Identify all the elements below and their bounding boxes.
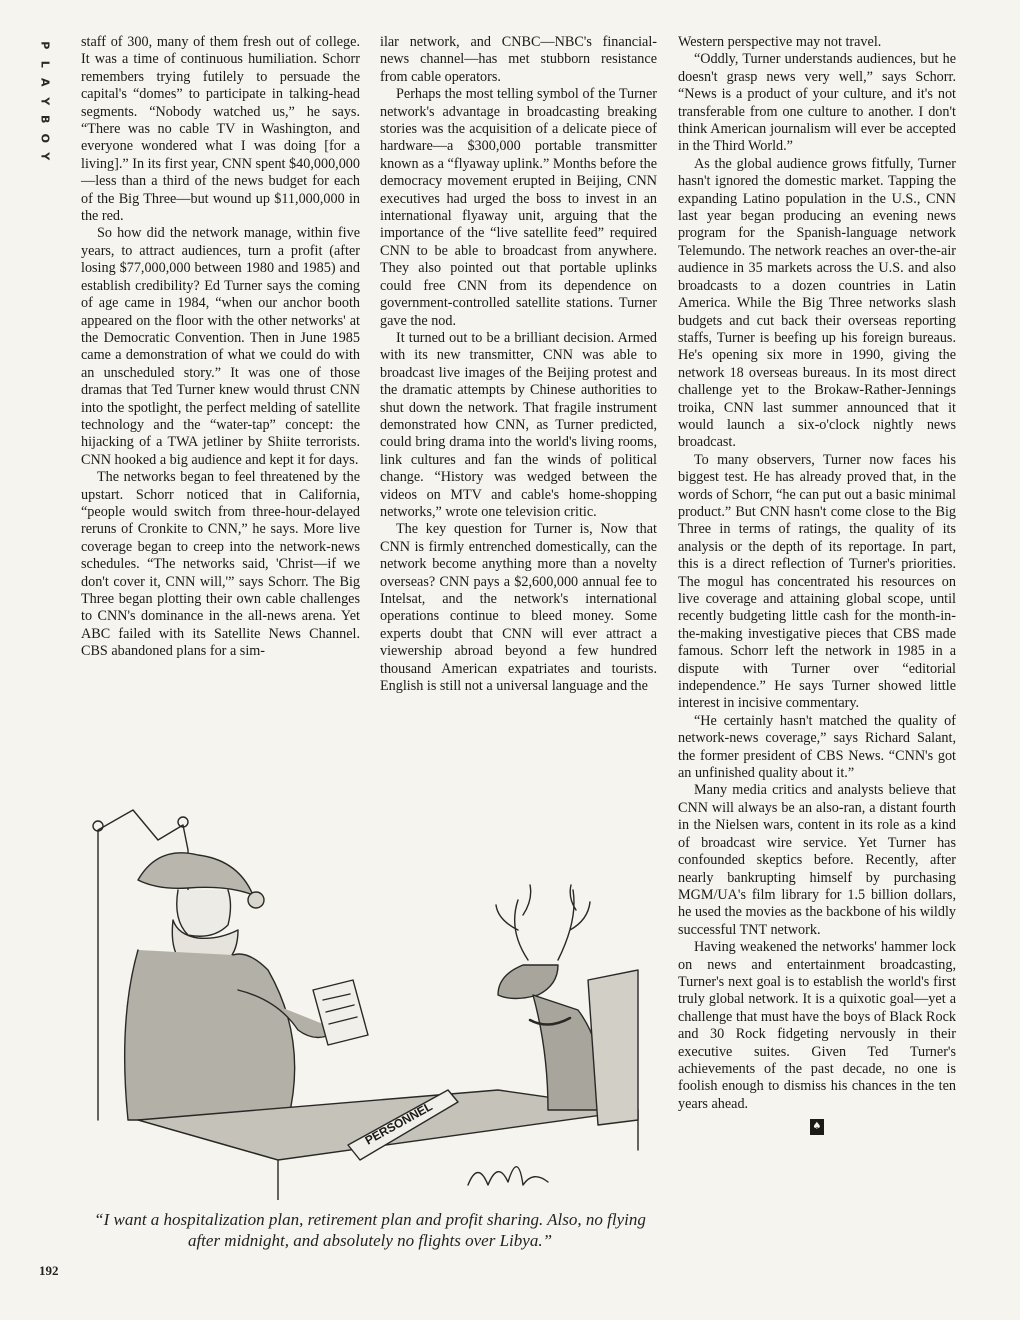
artist-signature [468,1167,548,1185]
article-column-1 [81,34,360,661]
article-column-2 [380,34,657,695]
cartoon-illustration [78,790,653,1200]
sidebar-letter: Y [38,96,52,105]
article-paragraph: Many media critics and analysts believe that CNN will always be an also-ran, a distant fourth in the Nielsen wars, content in its role as a kind of broadcast wire service. Yet Turner has confounded skeptics before. Recently, after nearly bankrupting himself by purchasing MGM/UA's film library for 1.5 billion dollars, he used the movies as the backbone of his wildly successful TNT network. [678,782,956,938]
bunny-end-mark-icon: ♠ [810,1119,824,1135]
nameplate-label: PERSONNEL [362,1099,435,1148]
article-paragraph: ilar network, and CNBC—NBC's financial-news channel—has met stubborn resistance from cable operators. [380,34,657,85]
article-paragraph: The networks began to feel threatened by the upstart. Schorr noticed that in California, “people would switch from three-hour-delayed reruns of Cronkite to CNN,” he says. More live coverage began to creep into the network-news schedules. “The networks said, 'Christ—if we don't cover it, CNN will,'” says Schorr. The Big Three began plotting their own cable challenges to CNN's dominance in the all-news arena. Yet ABC failed with its Satellite News Channel. CBS abandoned plans for a sim- [81,469,360,660]
sidebar-letter: Y [38,152,52,161]
article-paragraph: To many observers, Turner now faces his biggest test. He has already proved that, in the words of Schorr, “he can put out a basic minimal product.” But CNN hasn't come close to the Big Three in terms of ratings, the quality of its analysis or the depth of its reportage. In part, this is a direct reflection of Turner's priorities. The mogul has concentrated his resources on live coverage and attaining global scope, until recently budgeting little cash for the month-in-the-making investigative pieces that CBS made famous. Schorr left the network in 1985 in a dispute with Turner over “editorial independence.” He says Turner showed little interest in incisive commentary. [678,451,956,712]
santa-hat [138,853,253,895]
reindeer-head [498,965,558,999]
article-paragraph: “Oddly, Turner understands audiences, but he doesn't grasp news very well,” says Schorr. “News is a product of your culture, and it's not transferable from one culture to another. I don't think American journalism will ever be accepted in the Third World.” [678,51,956,155]
page-number: 192 [39,1263,59,1278]
reindeer-antler-right [558,885,590,960]
article-paragraph: The key question for Turner is, Now that CNN is firmly entrenched domestically, can the network become anything more than a novelty overseas? CNN pays a $2,600,000 annual fee to Intelsat, and the network's international operations continue to bleed money. Some experts doubt that CNN will ever attract a viewership abroad beyond a few hundred thousand American expatriates and tourists. English is still not a universal language and the [380,521,657,695]
article-paragraph: As the global audience grows fitfully, Turner hasn't ignored the domestic market. Tapping the expanding Latino population in the U.S., CNN last year began producing an evening news program for the Spanish-language network Telemundo. The network reaches an over-the-air audience in 35 markets across the U.S. and also broadcasts to a dozen countries in Latin America. While the Big Three networks slash budgets and cut back their overseas reporting staffs, Turner is beefing up his foreign bureaus. He's opening six more in 1990, giving the network 18 overseas bureaus. In its most direct challenge yet to the Brokaw-Rather-Jennings troika, CNN last summer announced that it would launch a six-o'clock nightly news broadcast. [678,155,956,451]
santa-face [177,890,231,936]
sidebar-letter: B [38,115,52,124]
santa-hat-pom [248,892,264,908]
article-paragraph: It turned out to be a brilliant decision. Armed with its new transmitter, CNN was able to broadcast live images of the Beijing protest and the dramatic attempts by Chinese authorities to shut down the network. That fragile instrument demonstrated how CNN, as Turner predicted, could bring drama into the world's living rooms, link cultures and fan the winds of political change. “History was wedged between the videos on MTV and cable's home-shopping networks,” wrote one television critic. [380,329,657,520]
sidebar-letter: L [38,60,52,68]
article-paragraph: Having weakened the networks' hammer lock on news and entertainment broadcasting, Turner's next goal is to establish the world's first truly global network. It is a quixotic goal—yet a challenge that must have the boys of Black Rock and 30 Rock fidgeting nervously in their executive suites. Given Ted Turner's achievements of the past decade, no one is foolish enough to dismiss his chances in the ten years ahead. [678,939,956,1112]
santa-body [125,950,295,1120]
article-paragraph: Western perspective may not travel. [678,34,882,50]
sidebar-letter: P [38,41,52,50]
magazine-sidebar-logo [33,36,55,166]
reindeer-antler-left [496,885,531,960]
article-paragraph: “He certainly hasn't matched the quality of network-news coverage,” says Richard Salant, the former president of CBS News. “CNN's got an unfinished quality about it.” [678,712,956,782]
article-column-3 [678,34,956,1135]
sidebar-letter: A [38,77,52,87]
cartoon-caption: “I want a hospitalization plan, retirement plan and profit sharing. Also, no flying after midnight, and absolutely no flights over Libya.” [94,1210,646,1250]
sidebar-letter: O [38,133,52,143]
article-paragraph: So how did the network manage, within five years, to attract audiences, turn a profit (after losing $77,000,000 between 1980 and 1985) and establish credibility? Ed Turner says the coming of age came in 1984, “when our anchor booth appeared on the floor with the other networks' at the Democratic Convention. Then in June 1985 came a demonstration of what we could do with an unscheduled story.” It was one of those dramas that Ted Turner knew would thrust CNN into the spotlight, the perfect melding of satellite technology and the “water-tap” concept: the hijacking of a TWA jetliner by Shiite terrorists. CNN hooked a big audience and kept it for days. [81,225,360,468]
article-paragraph: Perhaps the most telling symbol of the Turner network's advantage in broadcasting breaking stories was the acquisition of a delicate piece of hardware—a $300,000 portable transmitter known as a “flyaway uplink.” Months before the democracy movement erupted in Beijing, CNN executives had urged the boss to invest in an international flyaway unit, arguing that the importance of the “live satellite feed” required CNN to be able to broadcast from anywhere. They also pointed out that portable uplinks could free CNN from its dependence on government-controlled satellite stations. Turner gave the nod. [380,86,657,329]
article-paragraph: staff of 300, many of them fresh out of college. It was a time of continuous humiliation. Schorr remembers trying futilely to persuade the capital's “domes” to participate in talking-head segments. “Nobody watched us,” he says. “There was no cable TV in Washington, and everyone wondered what I was doing [for a living].” In its first year, CNN spent $40,000,000—less than a third of the news budget for each of the Big Three—but wound up $11,000,000 in the red. [81,34,360,225]
